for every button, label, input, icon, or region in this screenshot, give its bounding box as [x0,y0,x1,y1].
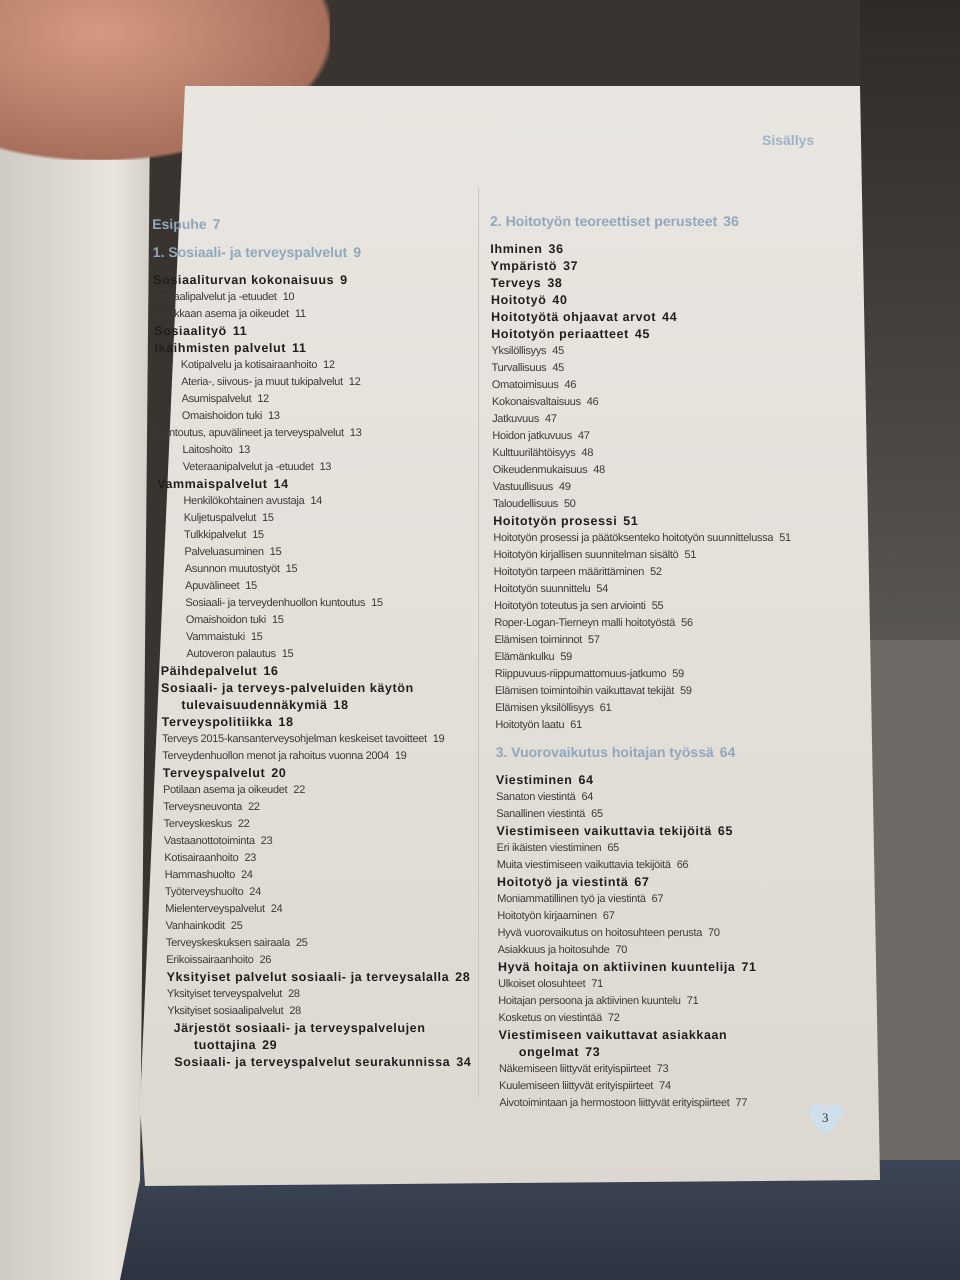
toc-entry-subsub [181,357,480,374]
toc-entry-page: 52 [649,566,662,578]
toc-entry-title: Ihminen [490,242,543,256]
toc-entry-subsub [181,374,480,391]
toc-entry-page: 71 [686,995,699,1007]
toc-entry-page: 46 [564,379,577,391]
toc-entry-title: Potilaan asema ja oikeudet [162,784,288,796]
toc-entry-title: Elämisen yksilöllisyys [495,702,594,714]
toc-entry-subsub [181,391,480,408]
toc-entry-title: Sosiaaliturvan kokonaisuus [153,273,335,287]
toc-entry-sub [497,857,817,874]
toc-entry-title: Esipuhe [152,216,207,232]
toc-entry-page: 59 [680,685,692,697]
toc-entry-page: 67 [634,875,650,889]
toc-entry-title: Eri ikäisten viestiminen [496,842,602,854]
toc-entry-title: Palveluasuminen [184,546,264,558]
toc-entry-page: 77 [735,1097,748,1109]
toc-entry-sub [497,908,817,925]
toc-entry-page: 67 [651,893,664,905]
toc-entry-page: 34 [456,1055,472,1069]
toc-entry-page: 45 [634,327,651,341]
toc-entry-sub [163,782,488,799]
toc-entry-subsub [182,408,481,425]
toc-entry-sub [494,632,814,649]
toc-entry-sub [491,343,811,360]
toc-entry-title: Kulttuurilähtöisyys [492,447,576,459]
toc-entry-section [490,241,810,258]
toc-entry-section [491,309,811,326]
toc-entry-sub [153,289,478,306]
toc-entry-title: Päihdepalvelut [160,664,258,678]
toc-entry-page: 23 [260,835,273,847]
toc-entry-page: 61 [599,702,612,714]
toc-entry-sub [498,1010,818,1027]
toc-entry-title: Terveys 2015-kansanterveysohjelman keskeiset tavoitteet [161,733,427,745]
toc-entry-title: Ympäristö [490,259,558,273]
toc-entry-page: 59 [560,651,573,663]
toc-entry-section [154,323,479,340]
toc-entry-sub [166,935,491,952]
toc-entry-title: Hoitotyön prosessi ja päätöksenteko hoitotyön suunnittelussa [493,532,774,544]
toc-entry-sub [495,666,815,683]
toc-entry-page: 22 [237,818,250,830]
toc-entry-page: 14 [273,477,289,491]
toc-entry-title: Terveys [490,276,542,290]
toc-entry-subsub [186,646,485,663]
toc-entry-title: Sosiaalipalvelut ja -etuudet [153,291,277,303]
toc-entry-title: Mielenterveyspalvelut [165,903,265,915]
toc-entry-sub [492,445,812,462]
toc-entry-title: Aivotoimintaan ja hermostoon liittyvät erityispiirteet [499,1097,730,1109]
toc-entry-page: 65 [717,824,734,838]
toc-entry-title: Työterveyshuolto [164,886,244,898]
toc-entry-title: Elämisen toiminnot [494,634,583,646]
toc-entry-title: Hyvä vuorovaikutus on hoitosuhteen perusta [497,927,703,939]
toc-entry-sub [493,462,813,479]
page-header: Sisällys [762,132,815,148]
toc-entry-section [174,1054,493,1071]
toc-entry-section [496,772,816,789]
toc-entry-page: 61 [570,719,582,731]
toc-entry-page: 59 [672,668,684,680]
toc-entry-page: 36 [548,242,564,256]
toc-entry-page: 71 [741,960,757,974]
toc-entry-sub [499,1078,819,1095]
toc-entry-section [157,476,482,493]
toc-entry-page: 11 [232,324,248,338]
toc-entry-title: Omaishoidon tuki [181,410,263,422]
toc-entry-chapter [490,213,810,230]
toc-entry-sub [164,833,489,850]
toc-entry-page: 45 [552,362,565,374]
toc-entry-page: 9 [340,273,348,287]
toc-entry-page: 28 [287,988,300,1000]
toc-entry-title: Elämisen toimintoihin vaikuttavat tekijät [494,685,675,697]
toc-entry-page: 51 [623,514,639,528]
toc-entry-title: Autoveron palautus [186,648,276,660]
toc-entry-page: 15 [245,580,258,592]
toc-entry-subsub [183,459,482,476]
toc-entry-title: Kuntoutus, apuvälineet ja terveyspalvelut [156,427,344,439]
toc-entry-sub [496,806,816,823]
toc-entry-page: 47 [544,413,557,425]
toc-entry-page: 10 [282,291,295,303]
toc-entry-sub [492,360,812,377]
toc-entry-section [491,326,811,343]
toc-entry-title: Omaishoidon tuki [185,614,267,626]
toc-entry-page: 50 [563,498,576,510]
toc-entry-page: 46 [586,396,599,408]
toc-entry-title: Kokonaisvaltaisuus [491,396,581,408]
toc-entry-sub [164,816,489,833]
toc-entry-section [493,513,813,530]
toc-entry-page: 13 [238,444,251,456]
toc-entry-sub [492,394,812,411]
toc-entry-title: Hoitotyön kirjaaminen [497,910,597,922]
toc-entry-subsub [186,629,485,646]
toc-entry-page: 22 [293,784,306,796]
page-number: 3 [822,1110,829,1125]
toc-entry-page: 11 [294,308,306,320]
toc-entry-subsub [186,612,485,629]
toc-entry-page: 15 [271,614,284,626]
toc-entry-sub [165,884,490,901]
toc-entry-page: 20 [271,766,287,780]
toc-entry-page: 28 [455,970,471,984]
toc-entry-sub [492,411,812,428]
toc-entry-title: Hoitotyön laatu [495,719,565,731]
toc-entry-page: 57 [587,634,600,646]
toc-entry-title: Sosiaali- ja terveydenhuollon kuntoutus [185,597,366,609]
toc-entry-title: Asiakkaan asema ja oikeudet [153,308,289,320]
toc-entry-page: 15 [250,631,263,643]
toc-entry-title: Veteraanipalvelut ja -etuudet [182,461,314,473]
toc-entry-title: Terveysneuvonta [163,801,243,813]
toc-entry-title: Hoitotyön kirjallisen suunnitelman sisältö [493,549,679,561]
toc-entry-page: 44 [662,310,678,324]
toc-entry-page: 23 [244,852,257,864]
toc-entry-title: Terveyskeskuksen sairaala [165,937,291,949]
toc-entry-sub [154,306,479,323]
toc-entry-section [497,874,817,891]
toc-entry-title: 3. Vuorovaikutus hoitajan työssä [495,744,714,760]
toc-entry-section [490,258,810,275]
toc-entry-sub [493,547,813,564]
toc-entry-sub [165,918,490,935]
toc-entry-title: Roper-Logan-Tierneyn malli hoitotyöstä [494,617,676,629]
toc-entry-title: Kuljetuspalvelut [183,512,257,524]
toc-entry-sub [494,615,814,632]
toc-entry-section [496,823,816,840]
toc-entry-title: Turvallisuus [491,362,547,374]
toc-entry-title: Viestimiseen vaikuttavia tekijöitä [496,824,712,838]
toc-entry-page: 15 [281,648,294,660]
toc-entry-page: 71 [591,978,604,990]
toc-entry-title: Yksityiset sosiaalipalvelut [167,1005,284,1017]
toc-entry-title: Asunnon muutostyöt [184,563,280,575]
toc-entry-section [166,969,491,986]
toc-column-left [152,216,493,1071]
toc-entry-title: Vastaanottotoiminta [163,835,255,847]
toc-entry-title: Terveyskeskus [163,818,233,830]
toc-entry-sub [167,986,492,1003]
toc-entry-page: 7 [212,216,221,232]
toc-entry-title: Terveyspolitiikka [161,715,273,729]
toc-entry-title: Viestimiseen vaikuttavat asiakkaan ongelmat [498,1028,728,1059]
toc-entry-page: 38 [547,276,563,290]
toc-entry-title: Omatoimisuus [491,379,559,391]
toc-entry-sub [498,976,818,993]
toc-entry-subsub [185,578,484,595]
toc-entry-page: 48 [593,464,605,476]
toc-entry-section [491,292,811,309]
toc-entry-title: Apuvälineet [184,580,240,592]
toc-entry-sub [167,1003,492,1020]
toc-entry-title: Moniammatillinen työ ja viestintä [497,893,646,905]
toc-entry-title: 2. Hoitotyön teoreettiset perusteet [490,213,718,229]
toc-entry-title: Kuulemiseen liittyvät erityispiirteet [499,1080,654,1092]
toc-entry-sub [165,901,490,918]
toc-entry-page: 55 [651,600,664,612]
toc-entry-title: Kotisairaanhoito [164,852,239,864]
toc-entry-title: Vammaistuki [185,631,246,643]
toc-entry-sub [164,867,489,884]
toc-entry-page: 70 [615,944,628,956]
toc-entry-section [163,765,488,782]
toc-entry-page: 18 [333,698,349,712]
toc-entry-page: 73 [656,1063,669,1075]
toc-entry-title: Hoitotyön tarpeen määrittäminen [493,566,645,578]
toc-entry-subsub [185,595,484,612]
toc-entry-sub [494,581,814,598]
toc-entry-subsub [184,544,483,561]
toc-entry-page: 25 [295,937,308,949]
toc-entry-section [161,663,486,680]
toc-entry-title: Sosiaali- ja terveyspalvelut seurakunnissa [174,1055,451,1069]
toc-entry-page: 19 [432,733,445,745]
toc-entry-title: Taloudellisuus [492,498,559,510]
toc-entry-page: 51 [684,549,697,561]
toc-entry-page: 74 [659,1080,671,1092]
toc-entry-sub [498,942,818,959]
toc-entry-title: Viestiminen [495,773,573,787]
toc-entry-sub [162,731,487,748]
toc-entry-page: 36 [723,213,739,229]
toc-entry-title: Laitoshoito [182,444,233,456]
toc-entry-sub [495,683,815,700]
toc-entry-title: Ikäihmisten palvelut [154,341,287,355]
toc-entry-subsub [184,527,483,544]
toc-entry-page: 13 [349,427,362,439]
toc-entry-title: Hoitotyön prosessi [493,514,618,528]
toc-entry-sub [493,496,813,513]
toc-entry-subsub [182,442,481,459]
toc-entry-page: 64 [581,791,594,803]
toc-entry-subsub [184,510,483,527]
toc-entry-page: 56 [681,617,693,629]
toc-entry-page: 15 [269,546,282,558]
toc-entry-title: Kosketus on viestintää [498,1012,602,1024]
toc-entry-title: Terveydenhuollon menot ja rahoitus vuonna 2004 [162,750,390,762]
toc-entry-title: Henkilökohtainen avustaja [183,495,305,507]
toc-entry-chapter [153,244,478,261]
toc-entry-page: 72 [607,1012,620,1024]
toc-entry-page: 65 [591,808,603,820]
toc-entry-page: 26 [259,954,272,966]
toc-entry-title: Asiakkuus ja hoitosuhde [497,944,610,956]
toc-entry-sub [497,891,817,908]
toc-entry-page: 67 [602,910,615,922]
toc-entry-page: 70 [707,927,720,939]
toc-entry-page: 25 [230,920,243,932]
toc-entry-title: Riippuvuus-riippumattomuus-jatkumo [494,668,667,680]
toc-entry-sub [166,952,491,969]
toc-entry-page: 13 [319,461,332,473]
toc-entry-page: 37 [563,259,579,273]
toc-entry-title: Kotipalvelu ja kotisairaanhoito [180,359,318,371]
toc-entry-title: Hoitotyön periaatteet [491,327,629,341]
toc-entry-chapter [496,744,816,761]
toc-entry-title: Hoitotyö ja viestintä [496,875,629,889]
toc-entry-page: 9 [353,244,362,260]
toc-entry-page: 19 [394,750,407,762]
toc-entry-page: 11 [291,341,307,355]
toc-entry-page: 40 [552,293,568,307]
toc-entry-page: 22 [247,801,260,813]
toc-entry-page: 13 [267,410,280,422]
toc-entry-section [491,275,811,292]
toc-entry-title: Elämänkulku [494,651,555,663]
toc-entry-page: 47 [577,430,590,442]
toc-entry-title: Jatkuvuus [492,413,540,425]
toc-entry-title: Terveyspalvelut [162,766,266,780]
toc-entry-page: 16 [263,664,279,678]
toc-entry-sub [494,598,814,615]
toc-entry-title: Hyvä hoitaja on aktiivinen kuuntelija [497,960,736,974]
toc-entry-sub [495,700,815,717]
toc-entry-page: 49 [558,481,571,493]
toc-entry-page: 64 [578,773,594,787]
toc-entry-page: 15 [261,512,274,524]
toc-entry-section [162,714,487,731]
toc-entry-title: Vammaispalvelut [157,477,268,491]
toc-entry-title: Ateria-, siivous- ja muut tukipalvelut [181,376,343,388]
toc-entry-title: Vastuullisuus [492,481,554,493]
toc-entry-page: 15 [252,529,264,541]
toc-entry-title: Asumispalvelut [181,393,252,405]
toc-entry-title: Yksilöllisyys [491,345,547,357]
toc-entry-title: Sosiaalityö [154,324,227,338]
toc-entry-page: 12 [257,393,270,405]
toc-entry-page: 51 [779,532,791,544]
toc-entry-title: Yksityiset palvelut sosiaali- ja terveysalalla [166,970,450,984]
toc-entry-page: 14 [310,495,323,507]
toc-entry-page: 73 [585,1045,601,1059]
toc-entry-page: 54 [596,583,609,595]
toc-entry-sub [498,993,818,1010]
toc-entry-page: 15 [285,563,298,575]
toc-entry-title: Hoitotyön toteutus ja sen arviointi [494,600,646,612]
toc-entry-title: Sanallinen viestintä [496,808,586,820]
toc-entry-subsub [183,493,482,510]
toc-entry-page: 12 [348,376,361,388]
toc-entry-title: Hoitajan persoona ja aktiivinen kuuntelu [498,995,681,1007]
toc-entry-sub [495,649,815,666]
toc-entry-section [153,272,478,289]
toc-entry-page: 24 [240,869,253,881]
toc-entry-page: 45 [552,345,564,357]
toc-entry-title: Oikeudenmukaisuus [492,464,588,476]
toc-entry-title: Ulkoiset olosuhteet [498,978,586,990]
toc-column-right [490,213,819,1112]
toc-entry-page: 24 [249,886,262,898]
toc-entry-sub [164,850,489,867]
toc-entry-chapter [152,216,477,233]
toc-entry-title: Hoitotyö [490,293,547,307]
toc-entry-page: 15 [371,597,383,609]
toc-entry-title: Sosiaali- ja terveys-palveluiden käytön tulevaisuudennäkymiä [160,681,414,712]
toc-entry-sub [492,377,812,394]
toc-entry-page: 48 [581,447,594,459]
toc-entry-title: Näkemiseen liittyvät erityispiirteet [498,1063,651,1075]
toc-entry-page: 12 [322,359,335,371]
toc-entry-sub [499,1061,819,1078]
toc-entry-page: 18 [278,715,294,729]
toc-entry-section [161,680,487,714]
toc-entry-sub [162,748,487,765]
toc-entry-page: 66 [676,859,689,871]
toc-entry-title: Järjestöt sosiaali- ja terveyspalvelujen tuottajina [173,1021,426,1052]
toc-entry-sub [492,428,812,445]
toc-entry-page: 24 [270,903,283,915]
toc-entry-title: Erikoissairaanhoito [166,954,254,966]
toc-entry-title: 1. Sosiaali- ja terveyspalvelut [152,244,348,260]
toc-entry-title: Hammashuolto [164,869,236,881]
toc-entry-sub [495,717,815,734]
toc-entry-title: Hoitotyön suunnittelu [493,583,591,595]
toc-entry-title: Hoidon jatkuvuus [492,430,572,442]
toc-entry-sub [493,479,813,496]
toc-entry-title: Tulkkipalvelut [184,529,247,541]
toc-entry-title: Vanhainkodit [165,920,225,932]
toc-entry-page: 29 [262,1038,278,1052]
toc-entry-sub [497,925,817,942]
toc-entry-section [173,1020,493,1054]
toc-entry-sub [494,564,814,581]
toc-entry-sub [497,840,817,857]
toc-entry-section [498,959,818,976]
toc-entry-title: Sanaton viestintä [496,791,576,803]
toc-entry-sub [156,425,481,442]
toc-entry-title: Yksityiset terveyspalvelut [166,988,283,1000]
toc-entry-sub [493,530,813,547]
toc-entry-title: Muita viestimiseen vaikuttavia tekijöitä [496,859,671,871]
toc-entry-title: Hoitotyötä ohjaavat arvot [491,310,657,324]
background-dark [860,0,960,700]
toc-entry-sub [499,1095,819,1112]
toc-entry-page: 64 [719,744,736,760]
toc-entry-section [499,1027,819,1061]
toc-entry-page: 28 [289,1005,302,1017]
toc-entry-subsub [185,561,484,578]
toc-entry-section [154,340,479,357]
toc-entry-sub [163,799,488,816]
toc-entry-page: 65 [607,842,620,854]
toc-entry-sub [496,789,816,806]
